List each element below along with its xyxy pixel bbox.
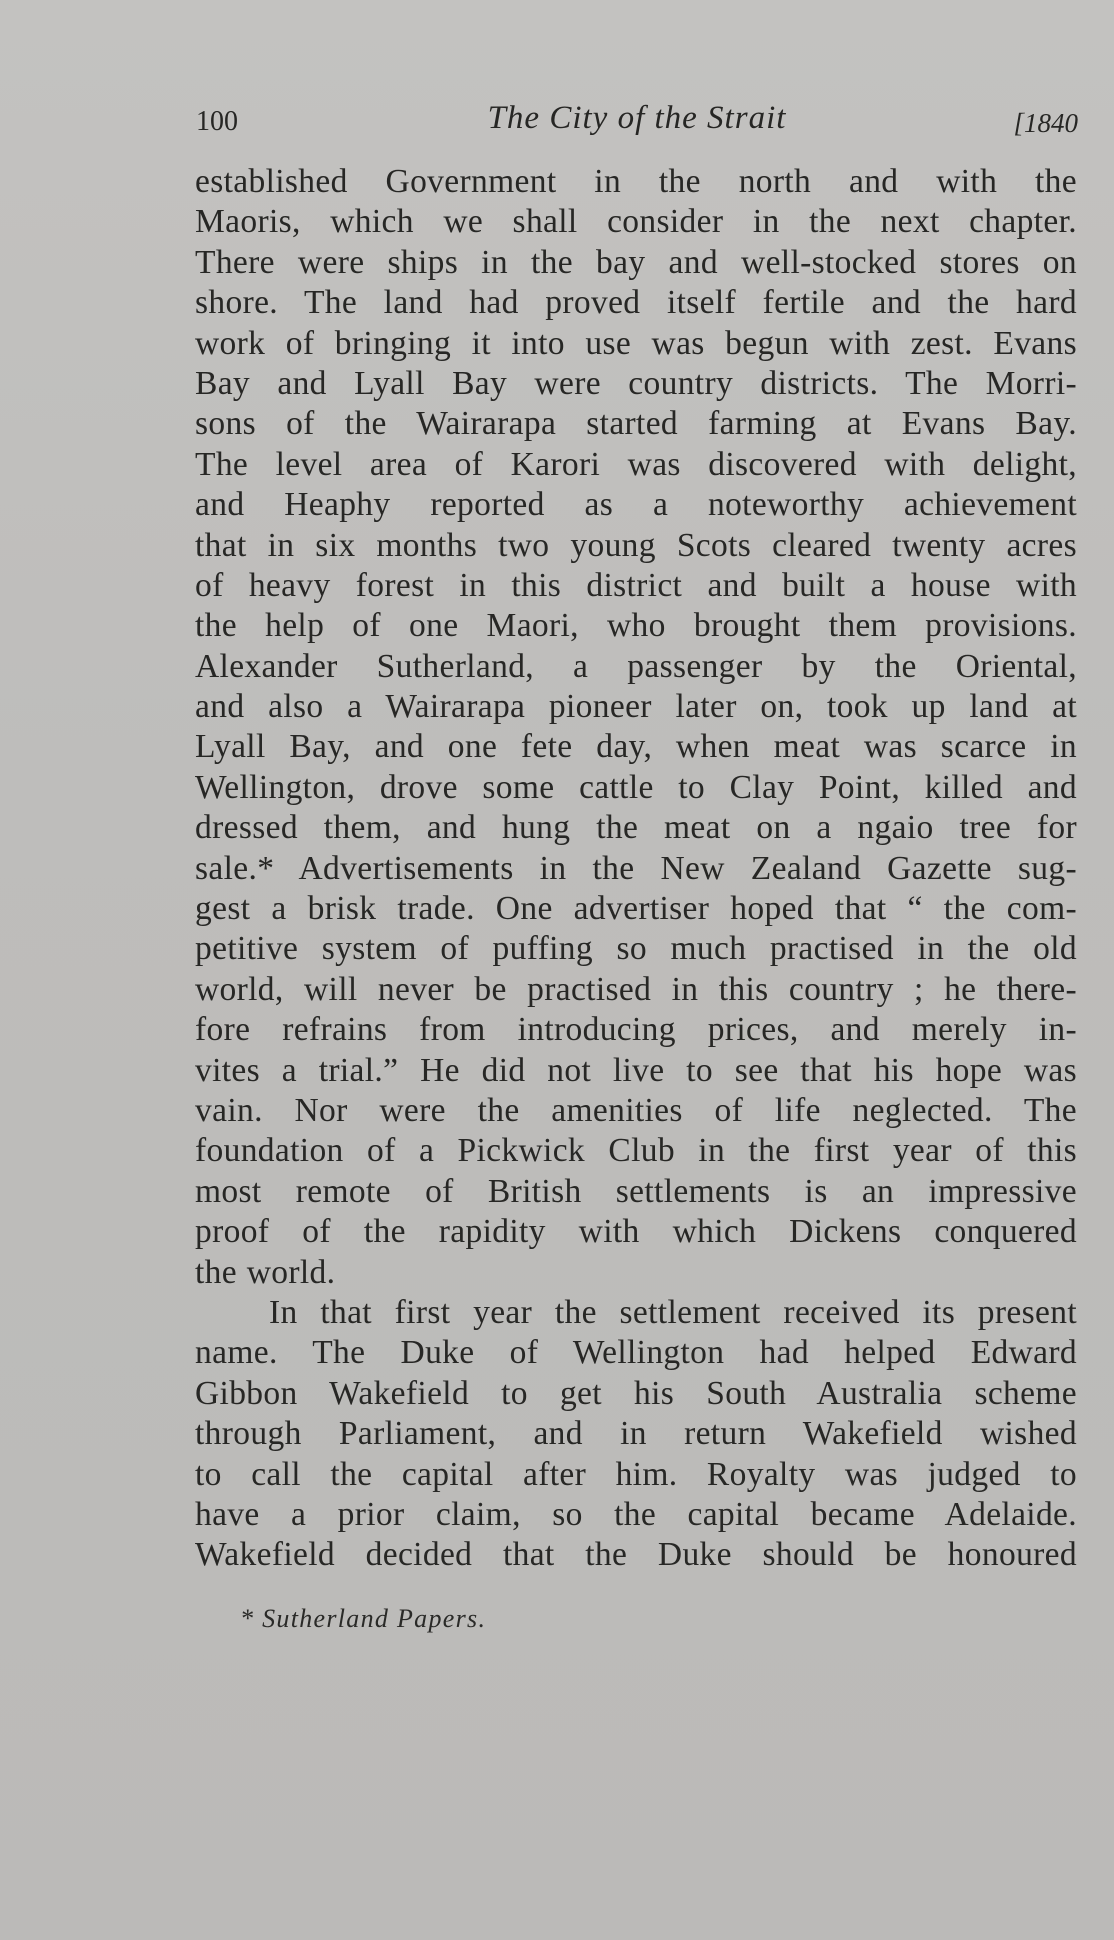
body-text (195, 162, 1077, 1576)
text-line: most remote of British settlements is an impressive (195, 1172, 1077, 1210)
text-line: There were ships in the bay and well-stocked stores on (195, 243, 1077, 281)
text-line: dressed them, and hung the meat on a ngaio tree for (195, 809, 1077, 847)
text-line: Maoris, which we shall consider in the next chapter. (195, 203, 1077, 241)
text-line: and also a Wairarapa pioneer later on, took up land at (195, 688, 1077, 726)
text-line: petitive system of puffing so much practised in the old (195, 930, 1077, 968)
text-line: Gibbon Wakefield to get his South Australia scheme (195, 1374, 1077, 1412)
paragraph-end-line: the world. (195, 1253, 336, 1291)
text-line: The level area of Karori was discovered with delight, (195, 445, 1077, 483)
text-line: foundation of a Pickwick Club in the first year of this (195, 1132, 1077, 1170)
text-line: sons of the Wairarapa started farming at Evans Bay. (195, 405, 1077, 443)
text-line: Bay and Lyall Bay were country districts. The Morri- (195, 364, 1077, 402)
text-line: have a prior claim, so the capital became Adelaide. (195, 1495, 1077, 1533)
running-title: The City of the Strait (487, 100, 787, 136)
text-line: sale.* Advertisements in the New Zealand Gazette sug- (195, 849, 1077, 887)
text-line: work of bringing it into use was begun with zest. Evans (195, 324, 1077, 362)
text-line: proof of the rapidity with which Dickens conquered (195, 1213, 1077, 1251)
text-line: the help of one Maori, who brought them provisions. (195, 607, 1077, 645)
text-line: Wellington, drove some cattle to Clay Point, killed and (195, 768, 1077, 806)
running-head (196, 100, 1078, 150)
text-line: world, will never be practised in this country ; he there- (195, 970, 1077, 1008)
page-number: 100 (196, 106, 238, 137)
text-line: that in six months two young Scots cleared twenty acres (195, 526, 1077, 564)
text-line: vain. Nor were the amenities of life neglected. The (195, 1091, 1077, 1129)
text-line: and Heaphy reported as a noteworthy achievement (195, 486, 1077, 524)
text-line: established Government in the north and with the (195, 163, 1077, 200)
text-line: fore refrains from introducing prices, and merely in- (195, 1011, 1077, 1049)
text-line: of heavy forest in this district and built a house with (195, 566, 1077, 604)
text-line: name. The Duke of Wellington had helped Edward (195, 1334, 1077, 1372)
text-line: Alexander Sutherland, a passenger by the Oriental, (195, 647, 1077, 685)
running-year: [1840 (1013, 108, 1078, 138)
text-line: to call the capital after him. Royalty was judged to (195, 1455, 1077, 1493)
paragraph-start-line: In that first year the settlement received its present (269, 1293, 1077, 1331)
text-line: gest a brisk trade. One advertiser hoped that “ the com- (195, 890, 1077, 928)
text-line: shore. The land had proved itself fertile and the hard (195, 284, 1077, 322)
text-line: vites a trial.” He did not live to see that his hope was (195, 1051, 1077, 1089)
text-line: through Parliament, and in return Wakefield wished (195, 1415, 1077, 1453)
footnote: * Sutherland Papers. (240, 1604, 487, 1633)
text-line: Lyall Bay, and one fete day, when meat was scarce in (195, 728, 1077, 766)
text-line: Wakefield decided that the Duke should be honoured (195, 1536, 1077, 1574)
